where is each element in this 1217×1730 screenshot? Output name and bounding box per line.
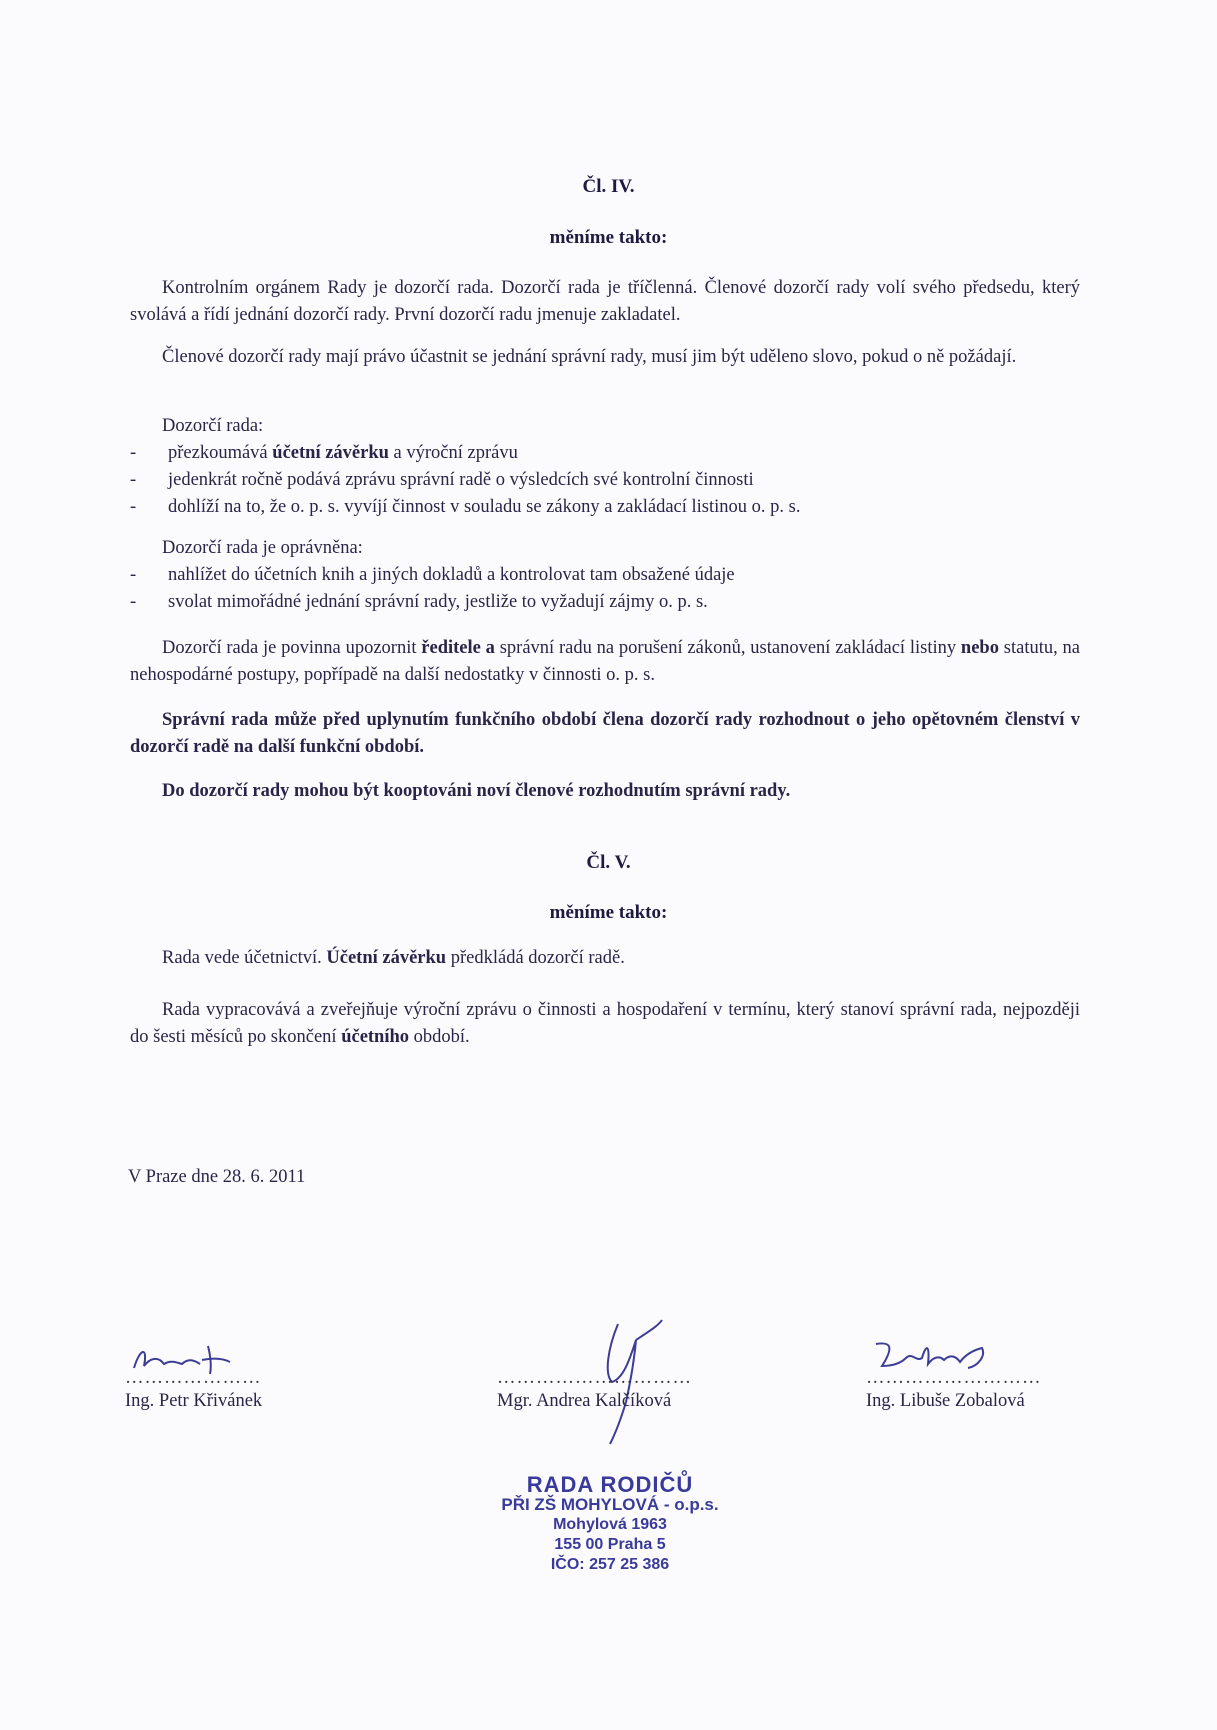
list-item: - dohlíží na to, že o. p. s. vyvíjí činnost v souladu se zákony a zakládací listinou o. p. s. — [130, 494, 1080, 521]
signatory-name: Mgr. Andrea Kalčíková — [497, 1391, 672, 1411]
organization-stamp — [460, 1472, 760, 1575]
signature-block-right — [866, 1368, 1042, 1412]
article-iv-paragraph-3: Dozorčí rada je povinna upozornit ředitele a správní radu na porušení zákonů, ustanovení zakládací listiny nebo statutu, na nehospodárné postupy, popřípadě na další nedostatky v činnosti o. p. s. — [130, 638, 1080, 685]
article-iv-title: Čl. IV. — [582, 176, 635, 197]
article-v-subtitle: měníme takto: — [549, 902, 668, 923]
article-v-paragraph-2: Rada vypracovává a zveřejňuje výroční zprávu o činnosti a hospodaření v termínu, který stanoví správní rada, nejpozději do šesti měsíců po skončení účetního období. — [130, 1000, 1080, 1047]
stamp-line-2: PŘI ZŠ MOHYLOVÁ - o.p.s. — [501, 1495, 719, 1514]
list-item: - nahlížet do účetních knih a jiných dokladů a kontrolovat tam obsažené údaje — [130, 562, 1080, 589]
date-line: V Praze dne 28. 6. 2011 — [128, 1167, 306, 1187]
stamp-line-4: 155 00 Praha 5 — [554, 1536, 666, 1553]
signature-block-middle — [497, 1368, 692, 1412]
article-iv-paragraph-2: Členové dozorčí rady mají právo účastnit se jednání správní rady, musí jim být uděleno slovo, pokud o ně požádají. — [162, 347, 1017, 367]
article-v-title: Čl. V. — [586, 852, 631, 873]
article-iv-paragraph-1: Kontrolním orgánem Rady je dozorčí rada. Dozorčí rada je tříčlenná. Členové dozorčí rady volí svého předsedu, který svolává a řídí jednání dozorčí rady. První dozorčí radu jmenuje zakladatel. — [130, 278, 1080, 325]
stamp-line-1: RADA RODIČŮ — [526, 1472, 694, 1497]
signature-line: ……………………… — [866, 1368, 1042, 1388]
article-iv-paragraph-5: Do dozorčí rady mohou být kooptováni noví členové rozhodnutím správní rady. — [162, 781, 791, 801]
stamp-line-5: IČO: 257 25 386 — [550, 1556, 670, 1573]
duties-list — [130, 440, 1080, 521]
signature-line: ………………………… — [497, 1368, 692, 1388]
rights-lead: Dozorčí rada je oprávněna: — [162, 538, 363, 558]
list-item: - přezkoumává účetní závěrku a výroční zprávu — [130, 440, 1080, 467]
signature-block-left — [125, 1368, 262, 1412]
duties-lead: Dozorčí rada: — [162, 416, 264, 436]
list-item: - svolat mimořádné jednání správní rady, jestliže to vyžadují zájmy o. p. s. — [130, 589, 1080, 616]
article-v-paragraph-1: Rada vede účetnictví. Účetní závěrku předkládá dozorčí radě. — [162, 948, 625, 968]
signatory-name: Ing. Libuše Zobalová — [866, 1391, 1025, 1411]
article-iv-subtitle: měníme takto: — [549, 227, 668, 248]
signatory-name: Ing. Petr Křivánek — [125, 1391, 263, 1411]
stamp-line-3: Mohylová 1963 — [553, 1516, 667, 1533]
rights-list — [130, 562, 1080, 616]
article-iv-paragraph-4: Správní rada může před uplynutím funkčního období člena dozorčí rady rozhodnout o jeho opětovném členství v dozorčí radě na další funkční období. — [130, 710, 1080, 757]
signature-line: ………………… — [125, 1368, 262, 1388]
list-item: - jedenkrát ročně podává zprávu správní radě o výsledcích své kontrolní činnosti — [130, 467, 1080, 494]
